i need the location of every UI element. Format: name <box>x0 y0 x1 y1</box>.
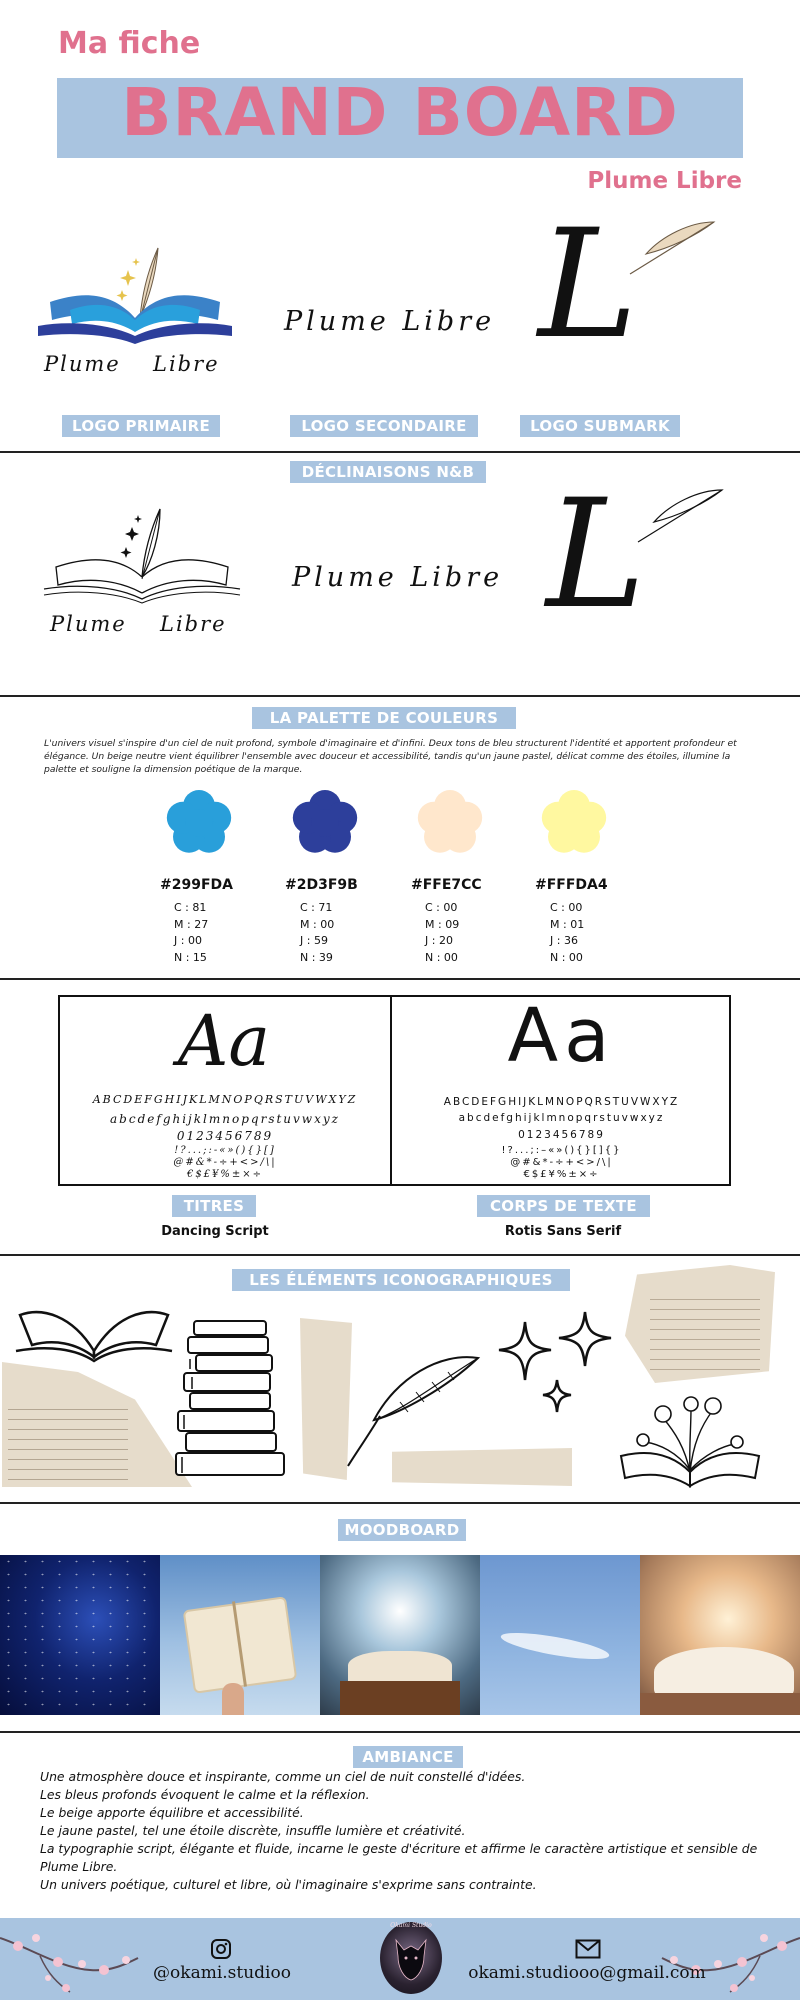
submark-letter: L <box>538 198 638 372</box>
titles-symbols: €$£¥%±×÷ <box>186 1169 264 1180</box>
cmyk-c: C : 00 <box>425 901 458 914</box>
color-cmyk <box>174 900 208 966</box>
color-cmyk <box>425 900 459 966</box>
color-swatch-flower-icon <box>288 786 362 860</box>
cmyk-n: N : 39 <box>300 950 333 964</box>
bw-primary-logo-icon <box>40 505 245 605</box>
cmyk-c: C : 81 <box>174 901 207 914</box>
body-lower: abcdefghijklmnopqrstuvwxyz <box>458 1112 665 1124</box>
ambiance-line: Le jaune pastel, tel une étoile discrète, insuffle lumière et créativité. <box>40 1823 466 1838</box>
ambiance-section-title: AMBIANCE <box>353 1746 463 1768</box>
moodboard-book-sky-image <box>160 1555 320 1715</box>
studio-emblem-text: Okami Studio <box>390 1922 432 1929</box>
body-symbols: €$£¥%±×÷ <box>523 1169 600 1180</box>
body-digits: 0123456789 <box>518 1129 605 1141</box>
moodboard-open-book-image <box>640 1555 800 1715</box>
color-hex: #299FDA <box>160 877 233 893</box>
moodboard-night-sky-image <box>0 1555 160 1715</box>
book-stack-icon <box>170 1315 290 1480</box>
paper-scrap-text <box>650 1290 760 1370</box>
titles-symbols: @#&*-÷+<>/\| <box>173 1157 277 1168</box>
moodboard-feather-image <box>480 1555 640 1715</box>
divider <box>0 695 800 697</box>
moodboard-section-title: MOODBOARD <box>338 1519 466 1541</box>
color-cmyk <box>550 900 584 966</box>
color-swatch-flower-icon <box>413 786 487 860</box>
primary-logo-icon <box>30 240 240 350</box>
color-cmyk <box>300 900 334 966</box>
divider <box>0 451 800 453</box>
body-upper: ABCDEFGHIJKLMNOPQRSTUVWXYZ <box>443 1096 680 1108</box>
ambiance-text <box>40 1768 760 1894</box>
ambiance-line: Un univers poétique, culturel et libre, où l'imaginaire s'exprime sans contrainte. <box>40 1877 537 1892</box>
bw-submark-letter: L <box>546 468 646 642</box>
brand-name: Plume Libre <box>587 168 742 194</box>
primary-logo-wordmark-left: Plume <box>44 352 121 376</box>
bw-submark-logo <box>528 468 728 646</box>
book-flowers-icon <box>615 1392 765 1492</box>
icons-section-title: LES ÉLÉMENTS ICONOGRAPHIQUES <box>232 1269 570 1291</box>
ambiance-line: La typographie script, élégante et fluide, incarne le geste d'écriture et affirme le caractère artistique et sensible de Plume Libre. <box>40 1841 758 1874</box>
color-swatch-flower-icon <box>162 786 236 860</box>
divider <box>0 1731 800 1733</box>
cmyk-j: J : 00 <box>174 934 202 947</box>
divider <box>0 1502 800 1504</box>
secondary-logo-wordmark: Plume Libre <box>284 306 496 337</box>
cherry-blossom-branch-right-icon <box>660 1918 800 2000</box>
paper-scrap-image <box>392 1448 572 1486</box>
color-hex: #FFE7CC <box>411 877 482 893</box>
cmyk-n: N : 00 <box>425 950 458 964</box>
cmyk-c: C : 71 <box>300 901 333 914</box>
cmyk-m: M : 27 <box>174 917 209 931</box>
ambiance-line: Les bleus profonds évoquent le calme et la réflexion. <box>40 1787 370 1802</box>
titles-upper: ABCDEFGHIJKLMNOPQRSTUVWXYZ <box>92 1093 358 1106</box>
moodboard-glowing-book-image <box>320 1555 480 1715</box>
mail-icon[interactable] <box>575 1939 601 1959</box>
submark-logo <box>520 198 720 378</box>
label-logo-primaire: LOGO PRIMAIRE <box>62 415 220 437</box>
body-tag: CORPS DE TEXTE <box>477 1195 650 1217</box>
wolf-emblem-icon <box>392 1936 430 1982</box>
divider <box>0 978 800 980</box>
cherry-blossom-branch-left-icon <box>0 1918 140 2000</box>
label-logo-secondaire: LOGO SECONDAIRE <box>290 415 478 437</box>
label-logo-submark: LOGO SUBMARK <box>520 415 680 437</box>
cmyk-j: J : 59 <box>300 934 328 947</box>
cmyk-m: M : 09 <box>425 917 460 931</box>
bw-primary-wordmark-right: Libre <box>160 612 227 636</box>
cmyk-m: M : 01 <box>550 917 585 931</box>
cmyk-m: M : 00 <box>300 917 335 931</box>
titles-lower: abcdefghijklmnopqrstuvwxyz <box>110 1112 340 1126</box>
titles-digits: 0123456789 <box>176 1129 274 1143</box>
palette-section-title: LA PALETTE DE COULEURS <box>252 707 516 729</box>
bw-primary-wordmark-left: Plume <box>50 612 127 636</box>
instagram-handle[interactable]: @okami.studioo <box>153 1963 291 1983</box>
body-symbols: @#&*-÷+<>/\| <box>510 1157 613 1168</box>
cmyk-j: J : 36 <box>550 934 578 947</box>
bw-secondary-wordmark: Plume Libre <box>292 562 504 593</box>
instagram-icon[interactable] <box>210 1938 232 1960</box>
open-book-icon <box>12 1285 177 1365</box>
cmyk-j: J : 20 <box>425 934 453 947</box>
sparkle-stars-icon <box>495 1308 620 1418</box>
ambiance-line: Le beige apporte équilibre et accessibilité. <box>40 1805 304 1820</box>
body-sample: Aa <box>507 993 616 1079</box>
ambiance-line: Une atmosphère douce et inspirante, comme un ciel de nuit constellé d'idées. <box>40 1769 526 1784</box>
color-hex: #2D3F9B <box>285 877 358 893</box>
titles-tag: TITRES <box>172 1195 256 1217</box>
paper-scrap-text <box>8 1400 128 1480</box>
color-swatch-flower-icon <box>537 786 611 860</box>
body-font-name: Rotis Sans Serif <box>504 1224 622 1239</box>
page-title: BRAND BOARD <box>121 74 679 151</box>
titles-sample: Aa <box>177 1000 271 1082</box>
color-hex: #FFFDA4 <box>535 877 608 893</box>
bw-section-title: DÉCLINAISONS N&B <box>290 461 486 483</box>
titles-font-name: Dancing Script <box>161 1224 269 1239</box>
cmyk-n: N : 15 <box>174 950 207 964</box>
cmyk-n: N : 00 <box>550 950 583 964</box>
primary-logo-wordmark-right: Libre <box>153 352 220 376</box>
body-symbols: !?...;:–«»(){}[]{} <box>501 1145 622 1156</box>
divider <box>0 1254 800 1256</box>
cmyk-c: C : 00 <box>550 901 583 914</box>
palette-description: L'univers visuel s'inspire d'un ciel de nuit profond, symbole d'imaginaire et d'infini. Deux tons de bleu structurent l'identité et apportent profondeur et élégance. Un beige neutre vient équilibrer l'ensemble avec douceur et accessibilité, tandis qu'un jaune pastel, délicat comme des étoiles, illumine la palette et souligne la dimension poétique de la marque. <box>44 738 737 775</box>
email-address[interactable]: okami.studiooo@gmail.com <box>468 1963 706 1983</box>
titles-symbols: !?...;:-«»(){}[] <box>174 1145 276 1156</box>
header-kicker: Ma fiche <box>58 26 201 61</box>
